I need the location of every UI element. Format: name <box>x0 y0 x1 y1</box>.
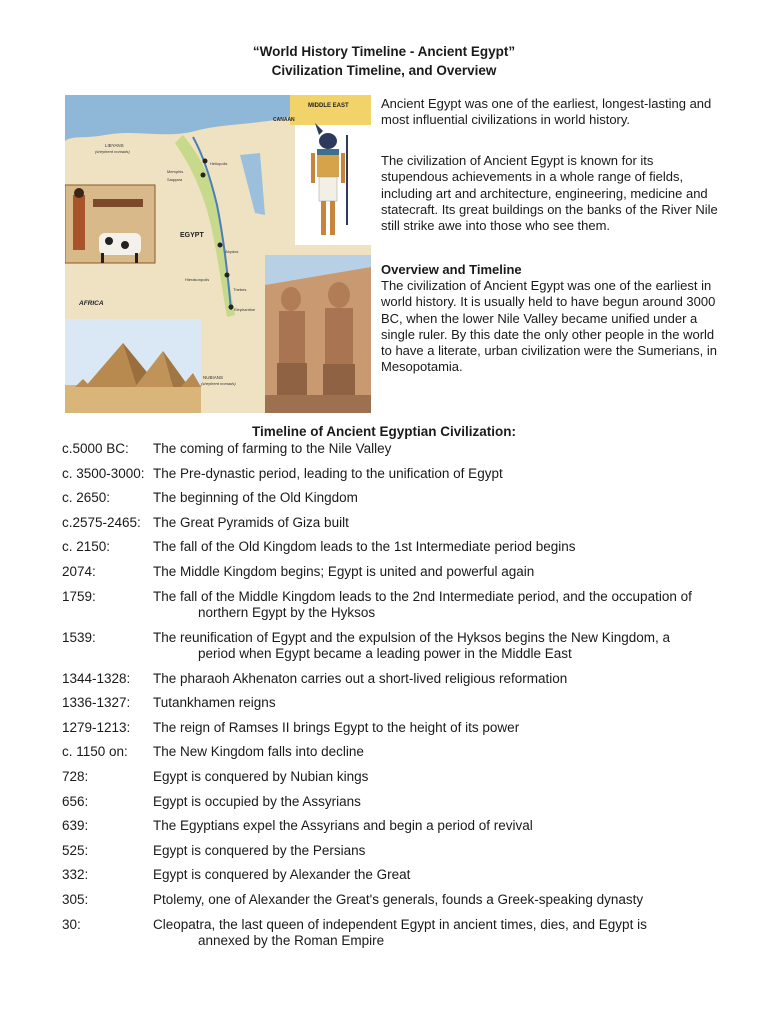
timeline-text: The fall of the Middle Kingdom leads to the 2nd Intermediate period, and the occupation of <box>153 588 692 604</box>
timeline-date: 639: <box>62 818 89 834</box>
map-label-libyans: LIBYANS <box>105 143 124 148</box>
timeline-text: The Middle Kingdom begins; Egypt is united and powerful again <box>153 563 535 579</box>
timeline-description <box>153 769 722 785</box>
timeline-date: 525: <box>62 842 89 858</box>
timeline-description <box>153 630 722 662</box>
timeline-description <box>153 744 722 760</box>
timeline-row <box>62 539 722 555</box>
timeline-text: The coming of farming to the Nile Valley <box>153 441 392 456</box>
timeline-row <box>62 695 722 711</box>
timeline-description <box>153 466 722 482</box>
timeline-description <box>153 720 722 736</box>
overview-paragraph: The civilization of Ancient Egypt was one of the earliest in world history. It is usually held to have begun around 3000 BC, when the lower Nile Valley became unified under a single ruler. By this date the only other people in the world to have a literate, urban civilization were the Sumerians, in Mesopotamia. <box>381 278 718 375</box>
timeline-text: Egypt is conquered by Nubian kings <box>153 768 369 784</box>
map-label-hierakonpolis: Hierakonpolis <box>185 277 210 282</box>
timeline-row <box>62 917 722 949</box>
timeline-text: The pharaoh Akhenaton carries out a short-lived religious reformation <box>153 670 568 686</box>
document-subtitle: Civilization Timeline, and Overview <box>271 63 497 78</box>
timeline-row <box>62 892 722 908</box>
giza-pyramids-image <box>65 319 201 413</box>
tomb-painting-image <box>65 185 155 263</box>
timeline-date: 656: <box>62 793 89 809</box>
timeline-row <box>62 867 722 883</box>
map-label-thebes: Thebes <box>233 287 247 292</box>
timeline-row <box>62 720 722 736</box>
map-label-saqqara: Saqqara <box>167 177 183 182</box>
map-label-memphis: Memphis <box>167 169 184 174</box>
timeline-date: 728: <box>62 768 89 784</box>
map-label-abydos: Abydos <box>225 249 239 254</box>
timeline-date: c.2575-2465: <box>62 514 141 530</box>
timeline-description <box>153 589 722 621</box>
abu-simbel-statues-image <box>265 255 371 413</box>
timeline-row <box>62 515 722 531</box>
overview-heading: Overview and Timeline <box>381 262 522 277</box>
timeline-description <box>153 539 722 555</box>
timeline-date: 1336-1327: <box>62 695 131 711</box>
timeline-row <box>62 466 722 482</box>
map-label-heliopolis: Heliopolis <box>210 161 228 166</box>
timeline-list <box>62 441 722 958</box>
timeline-date: 305: <box>62 891 89 907</box>
timeline-description <box>153 490 722 506</box>
timeline-date: 1279-1213: <box>62 719 131 735</box>
timeline-description <box>153 818 722 834</box>
timeline-text: The reign of Ramses II brings Egypt to the height of its power <box>153 719 520 735</box>
timeline-description <box>153 564 722 580</box>
timeline-date: 1759: <box>62 588 96 604</box>
timeline-text: Ptolemy, one of Alexander the Great's generals, founds a Greek-speaking dynasty <box>153 891 644 907</box>
timeline-row <box>62 490 722 506</box>
timeline-text-continued: northern Egypt by the Hyksos <box>198 604 376 620</box>
timeline-description <box>153 794 722 810</box>
timeline-row <box>62 589 722 621</box>
timeline-description <box>153 695 722 711</box>
map-label-africa: AFRICA <box>79 300 104 307</box>
timeline-description <box>153 892 722 908</box>
map-label-nubians: NUBIANS <box>203 375 224 380</box>
timeline-description <box>153 515 722 531</box>
timeline-date: c. 2650: <box>62 490 111 506</box>
map-label-libyans-sub: (shepherd nomads) <box>95 149 130 154</box>
map-label-middle-east: MIDDLE EAST <box>308 103 349 109</box>
timeline-date: c. 2150: <box>62 539 111 555</box>
timeline-row <box>62 630 722 662</box>
timeline-row <box>62 441 722 457</box>
timeline-date: 30: <box>62 916 81 932</box>
map-label-elephantine: Elephantine <box>234 307 256 312</box>
intro-paragraph-2: The civilization of Ancient Egypt is known for its stupendous achievements in a whole range of fields, including art and architecture, engineering, medicine and statecraft. Its great buildings on the banks of the River Nile still strike awe into those who see them. <box>381 153 718 234</box>
timeline-row <box>62 769 722 785</box>
timeline-description <box>153 867 722 883</box>
anubis-figure-image <box>295 123 371 245</box>
timeline-text: Egypt is conquered by the Persians <box>153 842 366 858</box>
timeline-text: The Great Pyramids of Giza built <box>153 514 349 530</box>
timeline-date: 1344-1328: <box>62 670 131 686</box>
timeline-text: The fall of the Old Kingdom leads to the 1st Intermediate period begins <box>153 539 576 555</box>
timeline-text: Egypt is conquered by Alexander the Great <box>153 867 411 883</box>
timeline-row <box>62 671 722 687</box>
timeline-description <box>153 917 722 949</box>
timeline-date: 1539: <box>62 629 96 645</box>
map-label-egypt: EGYPT <box>180 232 204 239</box>
timeline-date: 332: <box>62 867 89 883</box>
timeline-text: The New Kingdom falls into decline <box>153 744 364 760</box>
timeline-text: Egypt is occupied by the Assyrians <box>153 793 361 809</box>
timeline-row <box>62 564 722 580</box>
timeline-date: c. 1150 on: <box>62 744 128 760</box>
timeline-date: c.5000 BC: <box>62 441 129 456</box>
document-title: “World History Timeline - Ancient Egypt” <box>252 44 516 59</box>
timeline-date: 2074: <box>62 563 96 579</box>
timeline-row <box>62 843 722 859</box>
timeline-row <box>62 744 722 760</box>
timeline-description <box>153 843 722 859</box>
timeline-text-continued: period when Egypt became a leading power in the Middle East <box>198 645 572 661</box>
timeline-date: c. 3500-3000: <box>62 465 145 481</box>
map-label-canaan: CANAAN <box>273 117 295 123</box>
timeline-text: Tutankhamen reigns <box>153 695 276 711</box>
timeline-text: The beginning of the Old Kingdom <box>153 490 358 506</box>
timeline-text: The Pre-dynastic period, leading to the unification of Egypt <box>153 465 503 481</box>
timeline-text: The Egyptians expel the Assyrians and begin a period of revival <box>153 818 533 834</box>
map-label-nubians-sub: (shepherd nomads) <box>201 381 236 386</box>
timeline-row <box>62 794 722 810</box>
intro-paragraph-1: Ancient Egypt was one of the earliest, longest-lasting and most influential civilizations in world history. <box>381 96 712 128</box>
timeline-text: The reunification of Egypt and the expulsion of the Hyksos begins the New Kingdom, a <box>153 629 671 645</box>
timeline-heading: Timeline of Ancient Egyptian Civilization: <box>251 424 517 439</box>
timeline-text: Cleopatra, the last queen of independent Egypt in ancient times, dies, and Egypt is <box>153 916 647 932</box>
egypt-collage-image <box>65 95 371 413</box>
timeline-text-continued: annexed by the Roman Empire <box>198 932 385 948</box>
timeline-description <box>153 441 722 457</box>
timeline-description <box>153 671 722 687</box>
timeline-row <box>62 818 722 834</box>
